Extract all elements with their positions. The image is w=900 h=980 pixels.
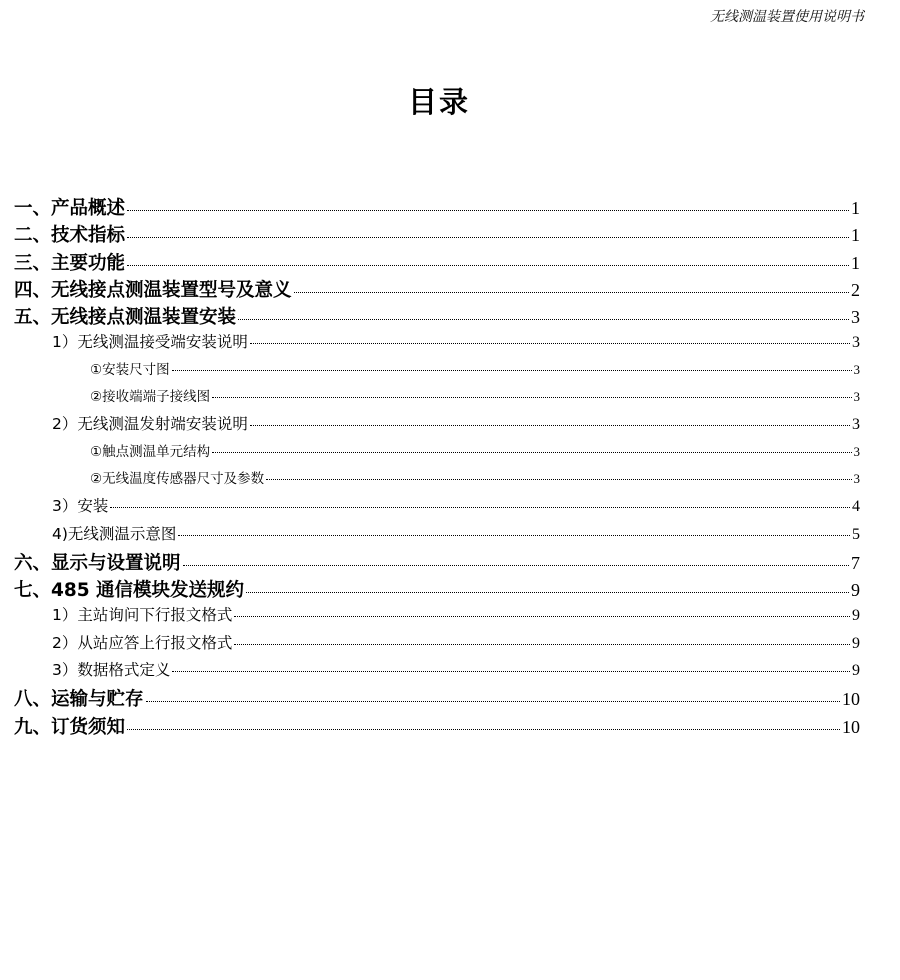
toc-entry[interactable] [14,713,860,740]
toc-leader-dots [212,452,851,453]
toc-entry-label: 九、订货须知 [14,716,126,738]
toc-leader-dots [294,292,849,293]
toc-leader-dots [246,592,849,593]
toc-entry-page: 5 [852,525,860,543]
toc-leader-dots [250,425,850,426]
toc-entry[interactable] [14,385,860,412]
table-of-contents [14,194,860,740]
toc-entry-label: 3）数据格式定义 [52,661,171,680]
toc-leader-dots [127,729,840,730]
toc-entry-label: ②接收端端子接线图 [90,389,211,406]
toc-entry-label: 四、无线接点测温装置型号及意义 [14,279,292,301]
toc-entry-page: 3 [853,361,860,377]
toc-entry[interactable] [14,276,860,303]
toc-leader-dots [250,343,850,344]
toc-entry-label: 2）无线测温发射端安装说明 [52,415,248,434]
toc-entry-page: 9 [851,580,860,601]
toc-entry-label: 三、主要功能 [14,252,126,274]
toc-entry[interactable] [14,685,860,712]
toc-entry-label: 七、485 通信模块发送规约 [14,580,245,602]
toc-entry[interactable] [14,467,860,494]
toc-entry-page: 9 [852,607,860,625]
toc-entry[interactable] [14,494,860,521]
toc-entry-page: 3 [852,416,860,434]
toc-entry-label: 2）从站应答上行报文格式 [52,633,233,652]
toc-leader-dots [266,479,851,480]
toc-entry-label: 1）主站询问下行报文格式 [52,606,233,625]
toc-entry[interactable] [14,221,860,248]
toc-leader-dots [183,565,849,566]
toc-leader-dots [127,210,849,211]
toc-entry-label: ①安装尺寸图 [90,361,170,378]
toc-entry[interactable] [14,440,860,467]
toc-entry[interactable] [14,522,860,549]
toc-entry-page: 10 [842,716,860,737]
toc-entry[interactable] [14,549,860,576]
toc-entry[interactable] [14,194,860,221]
toc-entry-label: ①触点测温单元结构 [90,443,211,460]
toc-entry[interactable] [14,658,860,685]
toc-entry[interactable] [14,603,860,630]
toc-entry[interactable] [14,358,860,385]
toc-entry-page: 1 [851,225,860,246]
document-header-title: 无线测温装置使用说明书 [710,9,864,25]
toc-entry-label: 八、运输与贮存 [14,689,144,711]
toc-entry-page: 3 [852,334,860,352]
toc-leader-dots [238,319,849,320]
toc-entry-label: 一、产品概述 [14,198,126,219]
toc-heading: 目录 [407,85,470,119]
toc-leader-dots [146,701,840,702]
toc-entry-label: 二、技术指标 [14,225,126,247]
toc-entry[interactable] [14,330,860,357]
toc-entry-label: 3）安装 [52,497,109,516]
toc-entry-page: 7 [851,552,860,573]
toc-entry[interactable] [14,576,860,603]
toc-entry[interactable] [14,412,860,439]
toc-entry-page: 3 [853,470,860,486]
toc-entry-page: 9 [852,634,860,652]
toc-entry-label: 1）无线测温接受端安装说明 [52,333,248,352]
toc-leader-dots [234,644,850,645]
toc-entry-page: 4 [852,498,860,516]
toc-entry-page: 2 [851,279,860,300]
toc-entry-page: 3 [853,443,860,459]
toc-entry[interactable] [14,303,860,330]
toc-leader-dots [172,671,850,672]
toc-entry-label: 五、无线接点测温装置安装 [14,307,237,329]
toc-entry-page: 9 [852,662,860,680]
toc-leader-dots [127,265,849,266]
toc-entry-page: 3 [853,389,860,405]
toc-leader-dots [212,397,851,398]
toc-entry-label: 六、显示与设置说明 [14,552,181,574]
toc-entry-label: 4)无线测温示意图 [52,524,177,543]
toc-leader-dots [110,507,850,508]
toc-leader-dots [234,616,850,617]
toc-entry-page: 1 [851,252,860,273]
toc-entry[interactable] [14,631,860,658]
toc-entry-page: 3 [851,307,860,328]
toc-entry[interactable] [14,249,860,276]
toc-leader-dots [178,535,850,536]
toc-entry-page: 10 [842,689,860,710]
toc-entry-page: 1 [851,198,860,218]
toc-leader-dots [127,237,849,238]
toc-entry-label: ②无线温度传感器尺寸及参数 [90,470,265,487]
toc-leader-dots [172,370,852,371]
